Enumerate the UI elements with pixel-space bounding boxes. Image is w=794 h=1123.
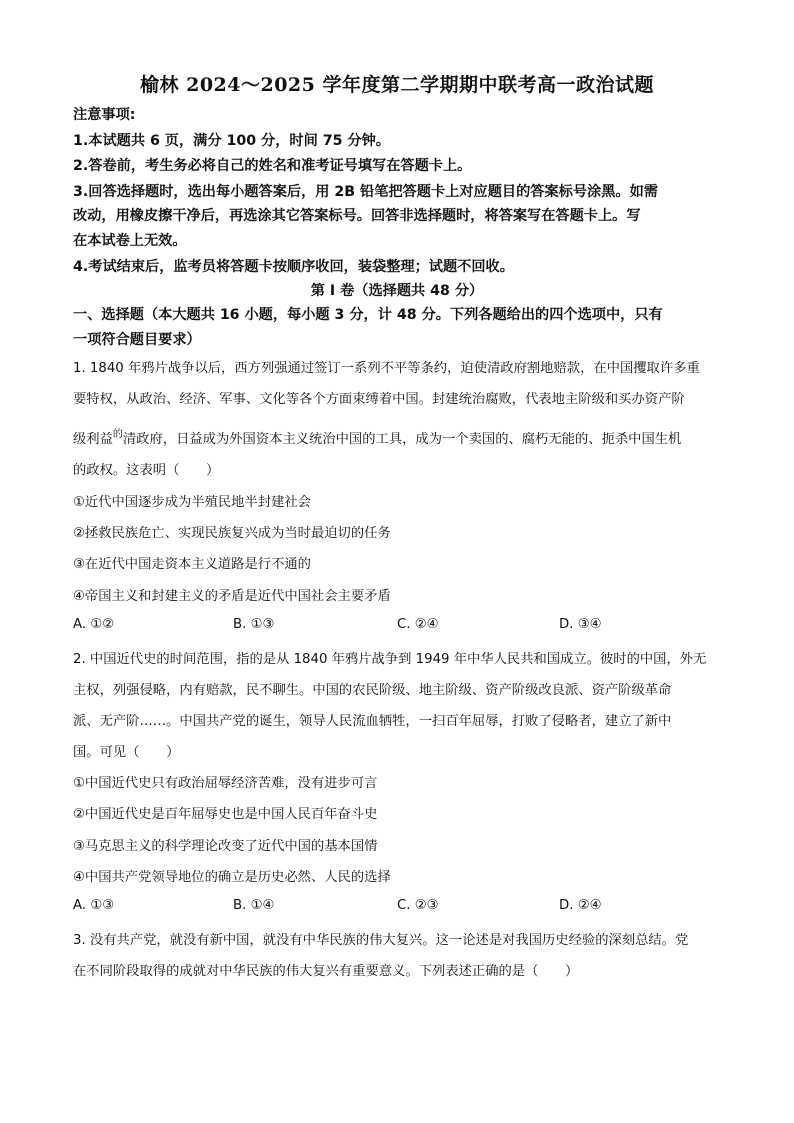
question-1-superscript: 的 xyxy=(112,429,123,440)
section-title: 第 Ⅰ 卷（选择题共 48 分） xyxy=(310,283,484,299)
notice-heading: 注意事项: xyxy=(73,107,136,123)
option-b: B. ①④ xyxy=(233,898,275,913)
question-1-text xyxy=(73,428,725,447)
statement: ③在近代中国走资本主义道路是行不通的 xyxy=(73,557,311,572)
notice-item: 改动，用橡皮擦干净后，再选涂其它答案标号。回答非选择题时，将答案写在答题卡上。写 xyxy=(73,208,641,224)
option-c: C. ②④ xyxy=(397,617,439,632)
question-1-text: 1. 1840 年鸦片战争以后，西方列强通过签订一系列不平等条约，迫使清政府割地赔款，在中国攫取许多重 xyxy=(73,361,700,376)
question-1-text-part: 级利益 xyxy=(73,432,113,447)
option-d: D. ②④ xyxy=(559,898,602,913)
option-d: D. ③④ xyxy=(559,617,602,632)
statement: ④中国共产党领导地位的确立是历史必然、人民的选择 xyxy=(73,870,391,885)
option-a: A. ①③ xyxy=(73,898,115,913)
part-heading: 一项符合题目要求） xyxy=(73,332,201,348)
question-2-text: 派、无产阶……。中国共产党的诞生，领导人民流血牺牲，一扫百年屈辱，打败了侵略者，建立了新中 xyxy=(73,714,672,729)
statement: ①近代中国逐步成为半殖民地半封建社会 xyxy=(73,495,311,510)
question-2-text: 2. 中国近代史的时间范围，指的是从 1840 年鸦片战争到 1949 年中华人民共和国成立。彼时的中国，外无 xyxy=(73,652,707,667)
statement: ①中国近代史只有政治屈辱经济苦难，没有进步可言 xyxy=(73,776,378,791)
notice-item: 1.本试题共 6 页，满分 100 分，时间 75 分钟。 xyxy=(73,133,390,149)
notice-item: 3.回答选择题时，选出每小题答案后，用 2B 铅笔把答题卡上对应题目的答案标号涂黑。如需 xyxy=(73,184,658,200)
question-2-text: 国。可见（ ） xyxy=(73,745,180,760)
option-b: B. ①③ xyxy=(233,617,275,632)
exam-title: 榆林 2024～2025 学年度第二学期期中联考高一政治试题 xyxy=(140,74,654,96)
statement: ③马克思主义的科学理论改变了近代中国的基本国情 xyxy=(73,839,378,854)
statement: ②中国近代史是百年屈辱史也是中国人民百年奋斗史 xyxy=(73,807,378,822)
question-2-text: 主权，列强侵略，内有赔款，民不聊生。中国的农民阶级、地主阶级、资产阶级改良派、资产阶级革命 xyxy=(73,683,672,698)
part-heading: 一、选择题（本大题共 16 小题，每小题 3 分，计 48 分。下列各题给出的四个选项中，只有 xyxy=(73,307,663,323)
notice-item: 4.考试结束后，监考员将答题卡按顺序收回，装袋整理；试题不回收。 xyxy=(73,259,514,275)
notice-item: 在本试卷上无效。 xyxy=(73,233,187,249)
question-1-text-part: 清政府，日益成为外国资本主义统治中国的工具，成为一个卖国的、腐朽无能的、扼杀中国生机 xyxy=(122,432,682,447)
notice-item: 2.答卷前，考生务必将自己的姓名和准考证号填写在答题卡上。 xyxy=(73,158,472,174)
option-c: C. ②③ xyxy=(397,898,439,913)
statement: ②拯救民族危亡、实现民族复兴成为当时最迫切的任务 xyxy=(73,526,391,541)
question-1-text: 的政权。这表明（ ） xyxy=(73,463,220,478)
question-1-text: 要特权，从政治、经济、军事、文化等各个方面束缚着中国。封建统治腐败，代表地主阶级和买办资产阶 xyxy=(73,392,685,407)
question-3-text: 在不同阶段取得的成就对中华民族的伟大复兴有重要意义。下列表述正确的是（ ） xyxy=(73,964,579,979)
option-a: A. ①② xyxy=(73,617,115,632)
question-3-text: 3. 没有共产党，就没有新中国，就没有中华民族的伟大复兴。这一论述是对我国历史经验的深刻总结。党 xyxy=(73,933,689,948)
statement: ④帝国主义和封建主义的矛盾是近代中国社会主要矛盾 xyxy=(73,589,391,604)
